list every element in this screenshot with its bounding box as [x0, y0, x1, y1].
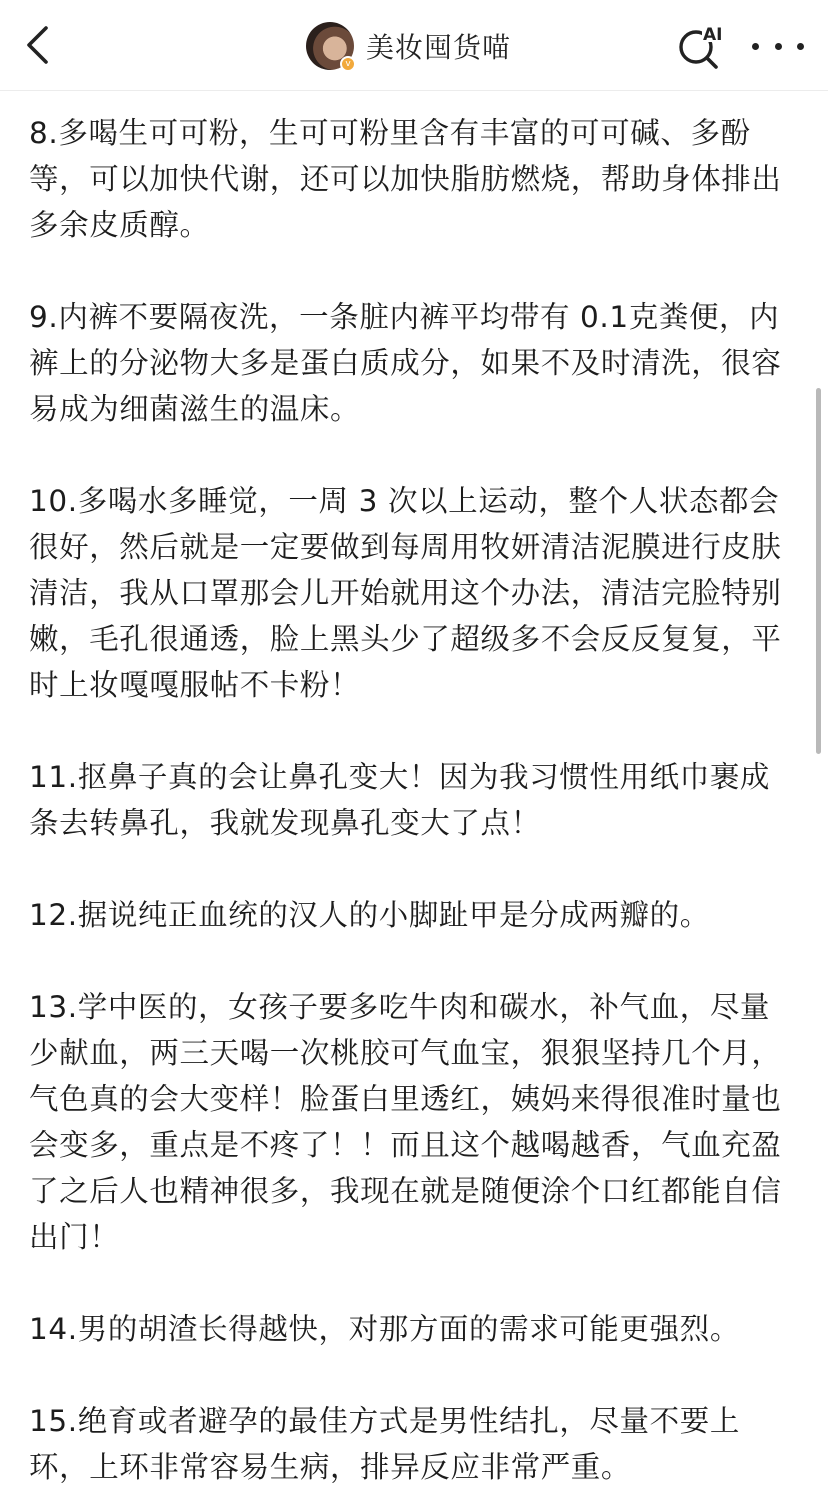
author-info[interactable]	[306, 20, 511, 72]
post-paragraph: 14.男的胡渣长得越快，对那方面的需求可能更强烈。	[29, 1312, 740, 1346]
more-dot-icon	[752, 43, 759, 50]
post-paragraph: 12.据说纯正血统的汉人的小脚趾甲是分成两瓣的。	[29, 898, 710, 932]
back-button[interactable]	[18, 22, 58, 68]
scrollbar[interactable]	[816, 388, 821, 754]
post-content	[29, 110, 797, 1509]
ai-search-button[interactable]	[676, 22, 726, 70]
post-paragraph: 8.多喝生可可粉，生可可粉里含有丰富的可可碱、多酚等，可以加快代谢，还可以加快脂肪燃烧，帮助身体排出多余皮质醇。	[29, 116, 782, 242]
post-paragraph: 15.绝育或者避孕的最佳方式是男性结扎，尽量不要上环，上环非常容易生病，排异反应非常严重。	[29, 1404, 740, 1484]
avatar[interactable]	[306, 22, 354, 70]
ai-search-icon	[676, 22, 726, 70]
post-paragraph: 10.多喝水多睡觉，一周 3 次以上运动，整个人状态都会很好，然后就是一定要做到每周用牧妍清洁泥膜进行皮肤清洁，我从口罩那会儿开始就用这个办法，清洁完脸特别嫩，毛孔很通透，脸上黑头少了超级多不会反反复复，平时上妆嘎嘎服帖不卡粉！	[29, 484, 782, 702]
more-dot-icon	[797, 43, 804, 50]
post-paragraph: 9.内裤不要隔夜洗，一条脏内裤平均带有 0.1克粪便，内裤上的分泌物大多是蛋白质成分，如果不及时清洗，很容易成为细菌滋生的温床。	[29, 300, 782, 426]
top-nav-bar	[0, 0, 828, 91]
ai-label: AI	[703, 25, 723, 45]
post-paragraph: 13.学中医的，女孩子要多吃牛肉和碳水，补气血，尽量少献血，两三天喝一次桃胶可气血宝，狠狠坚持几个月，气色真的会大变样！脸蛋白里透红，姨妈来得很准时量也会变多，重点是不疼了！！而且这个越喝越香，气血充盈了之后人也精神很多，我现在就是随便涂个口红都能自信出门！	[29, 990, 782, 1254]
verified-badge-icon: v	[340, 56, 356, 72]
more-dot-icon	[775, 43, 782, 50]
chevron-left-icon	[24, 25, 52, 65]
author-nickname[interactable]: 美妆囤货喵	[366, 31, 512, 64]
more-options-button[interactable]	[752, 28, 804, 64]
post-paragraph: 11.抠鼻子真的会让鼻孔变大！因为我习惯性用纸巾裹成条去转鼻孔，我就发现鼻孔变大了点！	[29, 760, 771, 840]
